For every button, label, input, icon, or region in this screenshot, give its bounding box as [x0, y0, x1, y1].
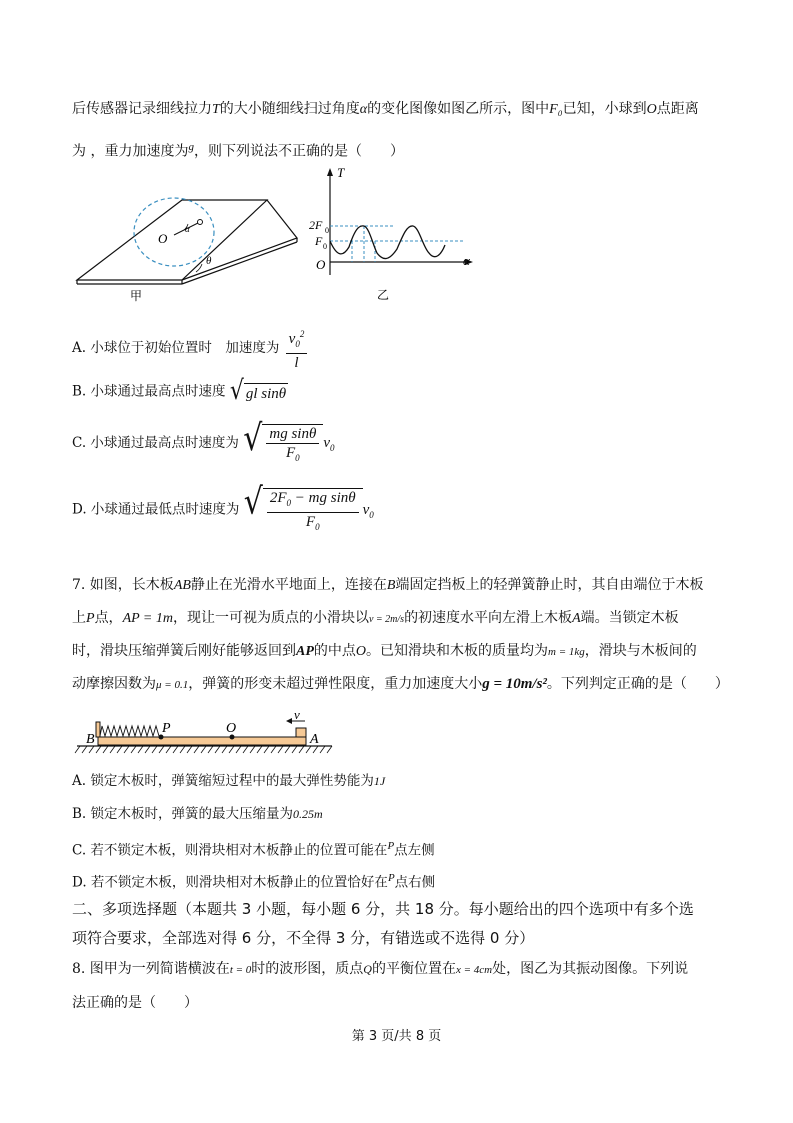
page-footer: 第 3 页/共 8 页	[351, 1029, 442, 1044]
label-alpha: α	[463, 253, 470, 268]
q7-line-2: 上P点，AP = 1m，现让一可视为质点的小滑块以v = 2m/s的初速度水平向左滑上木板A端。当锁定木板	[72, 610, 679, 626]
q7-option-d[interactable]: D. 若不锁定木板，则滑块相对木板静止的位置恰好在$^P$点右侧	[72, 872, 436, 891]
q7-option-a[interactable]: A. 锁定木板时，弹簧缩短过程中的最大弹性势能为1J	[72, 773, 386, 789]
text: 为 ，重力加速度为	[72, 143, 189, 160]
svg-text:P: P	[162, 721, 171, 736]
svg-text:0: 0	[325, 226, 329, 235]
circle-path	[134, 198, 214, 266]
ground-hatch	[75, 746, 332, 753]
incline-top-face	[77, 200, 267, 280]
q8-line-2: 法正确的是（ ）	[72, 995, 198, 1011]
text: 的大小随细线扫过角度	[219, 101, 360, 117]
var-alpha: α	[359, 102, 368, 117]
svg-text:O: O	[226, 721, 237, 736]
figure-yi	[305, 165, 485, 305]
text: 后传感器记录细线拉力	[72, 101, 212, 117]
tension-curve	[330, 226, 445, 259]
spring	[100, 726, 159, 736]
q7-line-3: 时，滑块压缩弹簧后刚好能够返回到AP的中点O。已知滑块和木板的质量均为m = 1kg，滑块与木板间的	[72, 643, 697, 659]
caption-jia: 甲	[130, 289, 143, 303]
label-O: O	[316, 257, 326, 272]
svg-text:0: 0	[323, 242, 327, 251]
section-heading-line-1: 二、多项选择题（本题共 3 小题，每小题 6 分，共 18 分。每小题给出的四个选项中有多个选	[72, 900, 694, 918]
svg-text:v: v	[294, 708, 300, 722]
svg-text:A: A	[310, 732, 319, 747]
sqrt-expression: √ $\frac{\text{mg sinθ}}{F_0}$	[243, 420, 323, 467]
q8-line-1: 8. 图甲为一列简谐横波在t = 0时的波形图，质点Q的平衡位置在x = 4cm处，图乙为其振动图像。下列说	[72, 961, 689, 977]
caption-yi: 乙	[377, 288, 390, 302]
option-text: A. 小球位于初始位置时 加速度为	[72, 340, 280, 356]
figure-q7-board	[72, 708, 342, 756]
label-2F0: 2F	[309, 218, 323, 232]
text: ，则下列说法不正确的是（ ）	[193, 143, 404, 160]
label-F0: F	[315, 234, 323, 248]
q6-option-b[interactable]	[72, 376, 288, 407]
label-T: T	[337, 165, 345, 180]
sqrt-expression: √ gl sinθ	[229, 376, 287, 407]
q6-line-2	[72, 137, 404, 162]
fraction: $\frac{v_0^2}{l}$	[286, 325, 308, 372]
figure-jia	[72, 180, 302, 305]
label-alpha: α	[185, 224, 190, 234]
q7-line-4: 动摩擦因数为μ = 0.1，弹簧的形变未超过弹性限度，重力加速度大小g = 10m/s²。下列判定正确的是（ ）	[72, 676, 729, 692]
incline-side	[182, 200, 297, 280]
q6-option-c[interactable]: C. 小球通过最高点时速度为 √ $\frac{\text{mg sinθ}}{F_0}$ $v_0$	[72, 420, 335, 467]
slider-block	[296, 728, 306, 737]
var-T: T	[212, 102, 220, 117]
label-O: O	[158, 231, 168, 246]
sqrt-expression: √ $\frac{2F_0 - mg \sin\theta}{F_0}$	[244, 484, 363, 536]
var-g: g	[188, 141, 194, 153]
text: 点距离	[656, 101, 699, 117]
q6-option-a[interactable]	[72, 325, 309, 372]
option-text: B. 小球通过最高点时速度	[72, 383, 226, 400]
text: 的变化图像如图乙所示，图中	[367, 101, 550, 117]
var-F0: F₀	[549, 102, 563, 117]
q7-line-1: 7. 如图，长木板AB静止在光滑水平地面上，连接在B端固定挡板上的轻弹簧静止时，其自由端位于木板	[72, 577, 704, 593]
var-O: O	[646, 102, 657, 117]
stopper	[96, 722, 100, 737]
option-text: D. 小球通过最低点时速度为	[72, 501, 240, 518]
svg-text:B: B	[86, 732, 95, 747]
text: 已知，小球到	[562, 101, 647, 117]
label-theta: θ	[206, 255, 212, 267]
q6-line-1	[72, 99, 699, 120]
q7-option-b[interactable]: B. 锁定木板时，弹簧的最大压缩量为0.25m	[72, 806, 323, 822]
option-text: C. 小球通过最高点时速度为	[72, 435, 239, 451]
q6-option-d[interactable]: D. 小球通过最低点时速度为 √ $\frac{2F_0 - mg \sin\theta}{F_0}$ $v_0$	[72, 484, 374, 536]
section-heading-line-2: 项符合要求，全部选对得 6 分，不全得 3 分，有错选或不选得 0 分）	[72, 929, 535, 947]
board	[98, 737, 306, 745]
q7-option-c[interactable]: C. 若不锁定木板，则滑块相对木板静止的位置可能在$^P$点左侧	[72, 840, 435, 859]
ball	[198, 220, 203, 225]
